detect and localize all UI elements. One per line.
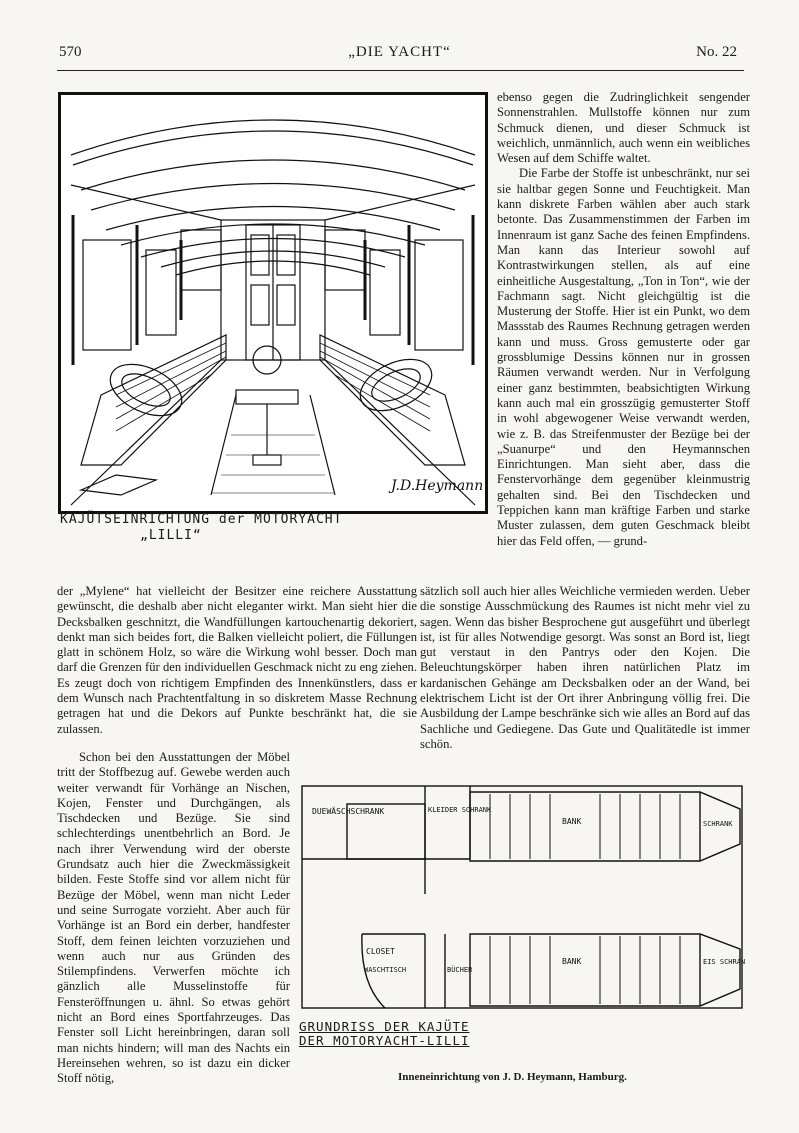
left-column-bottom <box>57 750 290 1087</box>
cabin-illustration <box>58 92 488 514</box>
label-buecher: BÜCHER <box>447 966 473 974</box>
illustration-caption <box>60 512 342 544</box>
label-eisschrank: EIS SCHRANK <box>703 958 745 966</box>
label-bank-bottom: BANK <box>562 957 582 966</box>
left-column-top <box>57 584 417 737</box>
label-waeschschrank: DUEWÄSCHSCHRANK <box>312 807 385 816</box>
label-waschtisch: WASCHTISCH <box>364 966 407 974</box>
label-kleiderschrank: KLEIDER SCHRANK <box>428 806 492 814</box>
credit-line: Inneneinrichtung von J. D. Heymann, Hamburg. <box>398 1071 627 1083</box>
caption-line-2: „LILLI“ <box>140 528 202 543</box>
caption-line-1: KAJÜTSEINRICHTUNG der MOTORYACHT <box>60 512 343 527</box>
right-column-mid <box>420 584 750 752</box>
paragraph: Schon bei den Ausstattungen der Möbel tritt der Stoffbezug auf. Gewebe werden auch weiter verwandt für Vorhänge an Nischen, Kojen, Fenster und Durchgängen, als Tischdecken und Bezüge. Sie sind schlechterdings unentbehrlich an Bord. Je nach ihrer Verwendung wird der oberste Grundsatz auch hier die Zweckmässigkeit bilden. Feste Stoffe sind vor allem nicht für Bezüge der Möbel, wenn man nicht Leder und seine Surrogate vorzieht. Aber auch für Vorhänge ist an Bord ein derber, handfester Stoff, dem feinen leichten vorzuziehen und wenn auch nur aus Gründen des Stilempfindens. Verwerfen möchte ich gänzlich alle Musselinstoffe für Fensteröffnungen u. ähnl. So etwas gehört nicht an Bord eines Sportfahrzeuges. Das Fenster soll Licht hereinbringen, daran soll man nichts hindern; will man des Nachts ein Hereinsehen wehren, so ist dazu ein dicker Stoff nötig, <box>57 750 290 1086</box>
artist-signature: J.D.Heymann <box>391 478 484 494</box>
page-number: 570 <box>59 44 82 60</box>
bench-slats <box>490 794 680 1004</box>
floor-plan-caption <box>299 1020 470 1048</box>
paragraph: sätzlich soll auch hier alles Weichliche vermieden werden. Ueber die sonstige Ausschmückung des Raumes ist nicht mehr viel zu sagen. Wenn das bisher Besprochene gut ausgeführt und überlegt ist, ist für alles Notwendige gesorgt. Was sonst an Bord ist, liegt gut verstaut in den Pantrys oder den Kojen. Die Beleuchtungskörper haben ihren natürlichen Platz im kardanischen Gehänge am Decksbalken oder an der Wand, bei elektrischem Licht ist der Ort ihrer Anbringung völlig frei. Die Ausbildung der Lampe beschränke sich wie alles an Bord auf das Sachliche und Gediegene. Das Gute und Qualitätedle ist immer schön. <box>420 584 750 751</box>
paragraph: ebenso gegen die Zudringlichkeit sengender Sonnenstrahlen. Mullstoffe können nur zum Schmuck dienen, und dieser Schmuck ist weichlich, unmännlich, auch wenn ein weibliches Wesen auf dem Schiffe waltet. <box>497 90 750 166</box>
plan-caption-line-1: GRUNDRISS DER KAJÜTE <box>299 1019 470 1034</box>
label-closet: CLOSET <box>366 947 395 956</box>
issue-number: No. 22 <box>696 44 737 60</box>
cabin-drawing <box>61 95 485 511</box>
label-schrank: SCHRANK <box>703 820 733 828</box>
header-rule <box>57 70 744 71</box>
paragraph: der „Mylene“ hat vielleicht der Besitzer eine reichere Ausstattung gewünscht, die deshalb aber nicht eleganter wirkt. Man sieht hier die Decksbalken geschnitzt, die Wandfüllungen kartouchenartig dekoriert, denkt man sich beides fort, die Balken vielleicht poliert, die Füllungen glatt in schönem Holz, so wäre die Wirkung wohl besser. Doch man darf die Grenzen für den individuellen Geschmack nicht zu eng ziehen. Es zeugt doch von richtigem Empfinden des Innenkünstlers, dass er dem Wunsch nach Prachtentfaltung in so diskretem Masse Rechnung getragen hat und die Dekors auf Punkte beschränkt hat, die sie zulassen. <box>57 584 417 736</box>
plan-caption-line-2: DER MOTORYACHT-LILLI <box>299 1033 470 1048</box>
floor-plan <box>300 784 745 1012</box>
floor-plan-drawing <box>300 784 745 1012</box>
right-column-top <box>497 90 750 549</box>
magazine-title: „DIE YACHT“ <box>348 44 451 60</box>
page-header <box>0 44 799 70</box>
paragraph: Die Farbe der Stoffe ist unbeschränkt, nur sei sie haltbar gegen Sonne und Feuchtigkeit. Man kann diskrete Farben wählen aber auch stark betonte. Das Zusammenstimmen der Farben im Innenraum ist ganz Sache des feinen Empfindens. Man kann das Interieur sowohl auf Kontrastwirkungen stellen, als auf eine einheitliche Ausgestaltung, „Ton in Ton“, wie der Fachmann sagt. Nicht gleichgültig ist die Musterung der Stoffe. Hier ist ein Punkt, wo dem Massstab des Raumes Rechnung getragen werden kann und muss. Gross gemusterte oder gar grossblumige Dessins können nur in grossen Räumen verwandt werden. Nur in Verfolgung einer ganz bestimmten, beabsichtigten Wirkung kann auch mal ein grosszügig gemusterter Stoff in wohl abgewogener Weise verwandt werden, wie z. B. das Streifenmuster der Bezüge bei der „Suanurpe“ und den Heymannschen Einrichtungen. Man sieht aber, dass die Fenstervorhänge dem gegenüber kleinmustrig gehalten sind. Bei den Tischdecken und Teppichen kann man kräftige Farben und starke Muster zulassen, dem guten Geschmack bleibt hier das Feld offen, — grund- <box>497 166 750 548</box>
label-bank-top: BANK <box>562 817 582 826</box>
